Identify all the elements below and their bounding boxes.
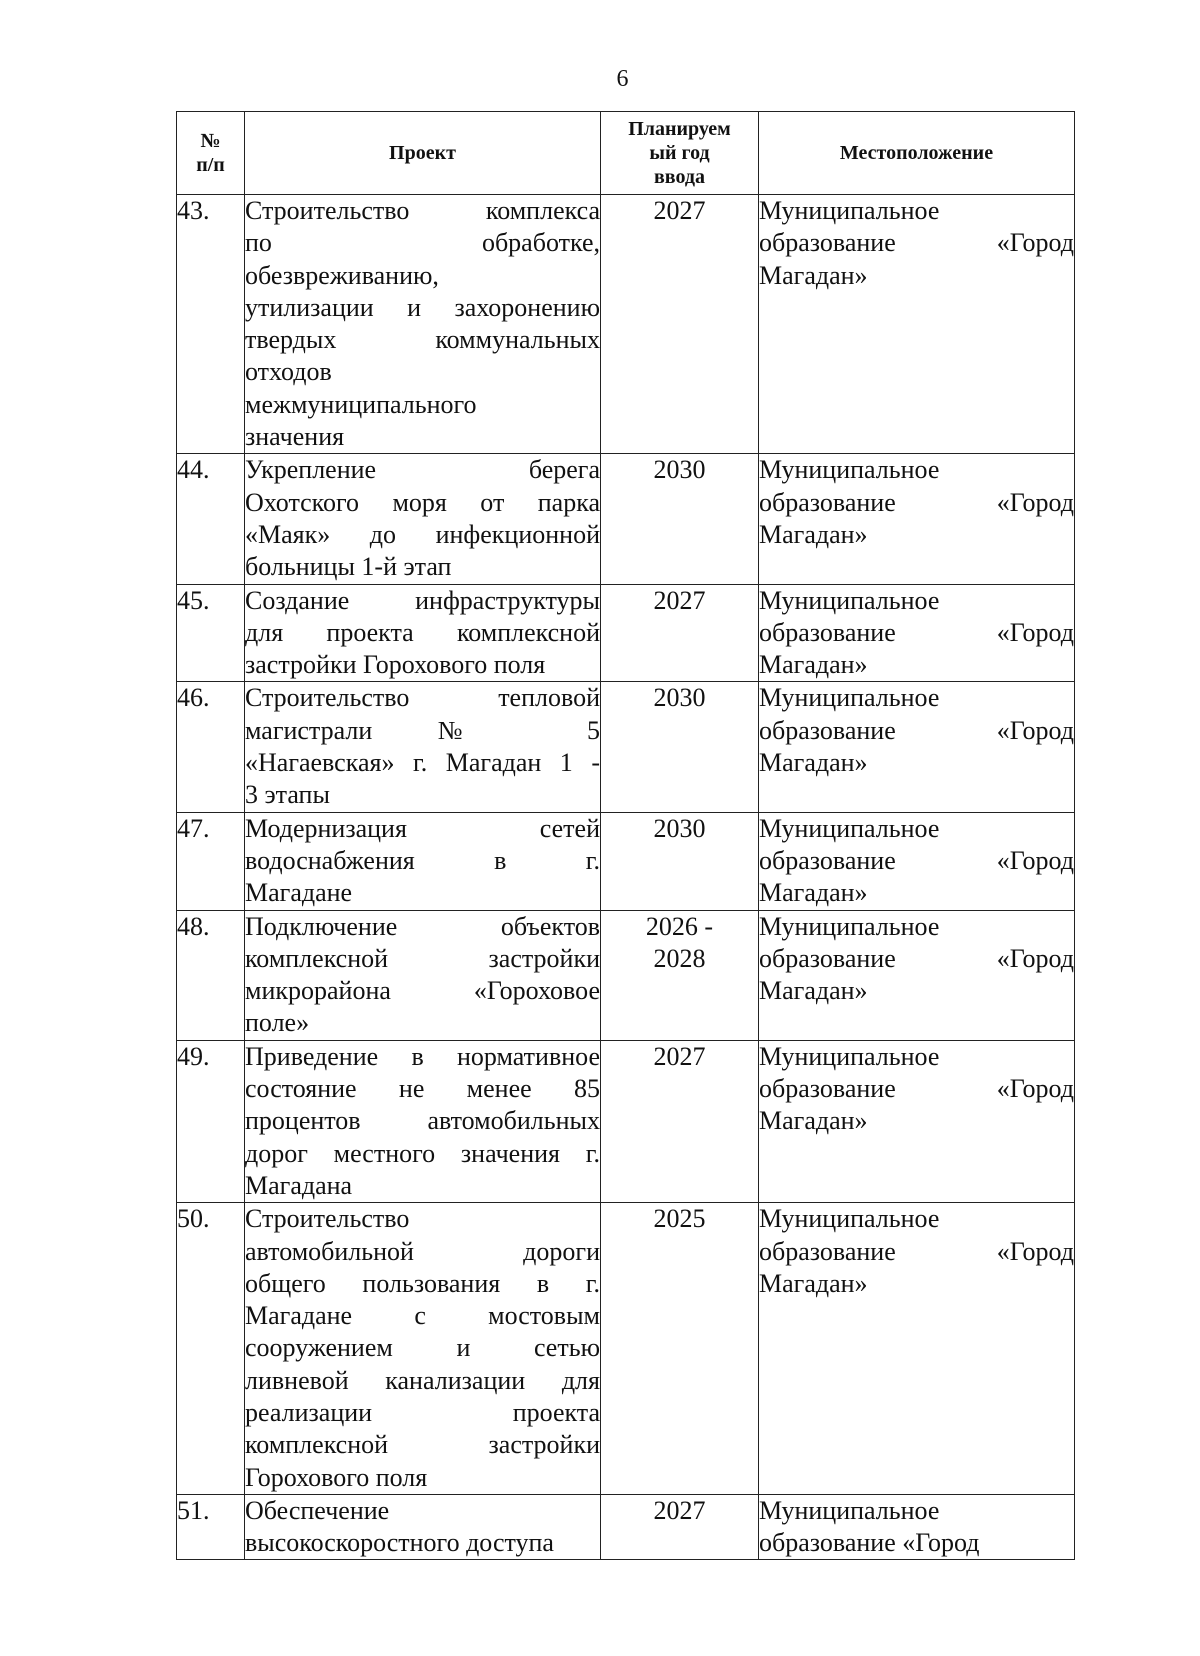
project-text-line: Горохового поля xyxy=(245,1462,428,1492)
year-text-line: 2030 xyxy=(653,683,706,713)
row-number: 47. xyxy=(177,812,245,910)
project-text-line: комплексной застройки xyxy=(245,943,600,973)
year-text-line: 2028 xyxy=(653,943,706,973)
location-text-line: Муниципальное xyxy=(759,1204,940,1234)
header-number-line: № xyxy=(200,130,221,152)
header-year xyxy=(601,112,759,195)
location-cell xyxy=(759,682,1075,812)
project-text-line: Строительство комплекса xyxy=(245,196,600,225)
project-text-line: 3 этапы xyxy=(245,780,330,810)
row-number: 49. xyxy=(177,1040,245,1202)
row-number: 48. xyxy=(177,910,245,1040)
location-text-line: Муниципальное xyxy=(759,196,940,225)
project-cell xyxy=(245,910,601,1040)
project-cell xyxy=(245,1494,601,1560)
header-year-line: ввода xyxy=(653,166,705,188)
project-text-line: магистрали № 5 xyxy=(245,715,600,745)
header-number-line: п/п xyxy=(196,154,225,176)
row-number: 46. xyxy=(177,682,245,812)
header-location: Местоположение xyxy=(759,112,1075,195)
project-text-line: Охотского моря от парка xyxy=(245,487,600,517)
year-text-line: 2027 xyxy=(653,1041,706,1071)
year-text-line: 2025 xyxy=(653,1204,706,1234)
table-row xyxy=(177,454,1075,584)
location-text-line: Магадан» xyxy=(759,260,868,290)
location-text-line: Муниципальное xyxy=(759,813,940,843)
table-header-row xyxy=(177,112,1075,195)
table-row xyxy=(177,1203,1075,1495)
row-number: 50. xyxy=(177,1203,245,1495)
project-text-line: «Нагаевская» г. Магадан 1 - xyxy=(245,748,600,778)
project-text-line: Создание инфраструктуры xyxy=(245,585,600,615)
year-cell xyxy=(601,1494,759,1560)
location-text-line: Магадан» xyxy=(759,1106,868,1136)
year-cell xyxy=(601,1203,759,1495)
project-cell xyxy=(245,195,601,454)
location-text-line: Муниципальное xyxy=(759,455,940,485)
location-text-line: образование «Город xyxy=(759,228,1074,258)
project-text-line: Строительство xyxy=(245,1204,410,1234)
location-text-line: образование «Город xyxy=(759,943,1074,973)
year-text-line: 2030 xyxy=(653,813,706,843)
project-text-line: межмуниципального xyxy=(245,389,477,419)
project-text-line: твердых коммунальных xyxy=(245,325,600,355)
project-text-line: Магадане xyxy=(245,878,353,908)
project-text-line: Магадане с мостовым xyxy=(245,1301,600,1331)
year-text-line: 2030 xyxy=(653,455,706,485)
project-cell xyxy=(245,682,601,812)
project-text-line: Укрепление берега xyxy=(245,455,600,485)
project-text-line: отходов xyxy=(245,357,332,387)
projects-table xyxy=(176,111,1075,1560)
location-text-line: Муниципальное xyxy=(759,683,940,713)
location-cell xyxy=(759,454,1075,584)
project-cell xyxy=(245,1203,601,1495)
project-text-line: процентов автомобильных xyxy=(245,1106,600,1136)
project-text-line: ливневой канализации для xyxy=(245,1365,600,1395)
project-text-line: реализации проекта xyxy=(245,1397,600,1427)
row-number: 45. xyxy=(177,584,245,682)
year-cell xyxy=(601,1040,759,1202)
project-cell xyxy=(245,1040,601,1202)
project-text-line: обезвреживанию, xyxy=(245,260,439,290)
location-text-line: образование «Город xyxy=(759,845,1074,875)
location-cell xyxy=(759,195,1075,454)
location-text-line: Магадан» xyxy=(759,650,868,680)
year-cell xyxy=(601,195,759,454)
project-text-line: дорог местного значения г. xyxy=(245,1138,600,1168)
location-text-line: Муниципальное xyxy=(759,1495,940,1525)
table-row xyxy=(177,195,1075,454)
project-text-line: состояние не менее 85 xyxy=(245,1074,600,1104)
row-number: 44. xyxy=(177,454,245,584)
table-row xyxy=(177,682,1075,812)
year-cell xyxy=(601,584,759,682)
location-text-line: образование «Город xyxy=(759,715,1074,745)
location-cell xyxy=(759,584,1075,682)
year-text-line: 2027 xyxy=(653,1495,706,1525)
location-text-line: образование «Город xyxy=(759,1528,980,1558)
project-cell xyxy=(245,584,601,682)
table-row xyxy=(177,910,1075,1040)
year-text-line: 2027 xyxy=(653,196,706,225)
location-text-line: Магадан» xyxy=(759,519,868,549)
project-text-line: общего пользования в г. xyxy=(245,1268,600,1298)
project-text-line: для проекта комплексной xyxy=(245,617,600,647)
project-text-line: больницы 1-й этап xyxy=(245,552,452,582)
location-text-line: образование «Город xyxy=(759,617,1074,647)
location-text-line: Магадан» xyxy=(759,1268,868,1298)
project-cell xyxy=(245,454,601,584)
year-cell xyxy=(601,454,759,584)
year-cell xyxy=(601,682,759,812)
table-row xyxy=(177,812,1075,910)
location-text-line: образование «Город xyxy=(759,1236,1074,1266)
project-text-line: Строительство тепловой xyxy=(245,683,600,713)
header-year-line: Планируем xyxy=(628,118,731,140)
location-cell xyxy=(759,812,1075,910)
project-text-line: поле» xyxy=(245,1008,310,1038)
project-text-line: значения xyxy=(245,422,345,452)
project-cell xyxy=(245,812,601,910)
project-text-line: Приведение в нормативное xyxy=(245,1041,600,1071)
header-number xyxy=(177,112,245,195)
location-text-line: Муниципальное xyxy=(759,585,940,615)
project-text-line: сооружением и сетью xyxy=(245,1333,600,1363)
location-cell xyxy=(759,910,1075,1040)
project-text-line: комплексной застройки xyxy=(245,1430,600,1460)
year-cell xyxy=(601,910,759,1040)
location-text-line: Магадан» xyxy=(759,748,868,778)
table-body xyxy=(177,195,1075,1560)
location-text-line: Муниципальное xyxy=(759,911,940,941)
row-number: 51. xyxy=(177,1494,245,1560)
project-text-line: автомобильной дороги xyxy=(245,1236,600,1266)
project-text-line: микрорайона «Гороховое xyxy=(245,976,600,1006)
year-cell xyxy=(601,812,759,910)
project-text-line: водоснабжения в г. xyxy=(245,845,600,875)
location-cell xyxy=(759,1494,1075,1560)
year-text-line: 2027 xyxy=(653,585,706,615)
project-text-line: по обработке, xyxy=(245,228,600,258)
location-text-line: Магадан» xyxy=(759,976,868,1006)
project-text-line: Обеспечение xyxy=(245,1495,390,1525)
row-number: 43. xyxy=(177,195,245,454)
location-cell xyxy=(759,1203,1075,1495)
project-text-line: застройки Горохового поля xyxy=(245,650,546,680)
project-text-line: «Маяк» до инфекционной xyxy=(245,519,600,549)
table-row xyxy=(177,1040,1075,1202)
project-text-line: Подключение объектов xyxy=(245,911,600,941)
table-row xyxy=(177,1494,1075,1560)
header-project: Проект xyxy=(245,112,601,195)
location-text-line: Муниципальное xyxy=(759,1041,940,1071)
location-cell xyxy=(759,1040,1075,1202)
project-text-line: Магадана xyxy=(245,1170,353,1200)
year-text-line: 2026 - xyxy=(645,911,714,941)
page-number: 6 xyxy=(616,66,629,92)
project-text-line: Модернизация сетей xyxy=(245,813,600,843)
location-text-line: образование «Город xyxy=(759,487,1074,517)
header-year-line: ый год xyxy=(649,142,710,164)
location-text-line: Магадан» xyxy=(759,878,868,908)
project-text-line: утилизации и захоронению xyxy=(245,292,600,322)
project-text-line: высокоскоростного доступа xyxy=(245,1528,554,1558)
table-row xyxy=(177,584,1075,682)
location-text-line: образование «Город xyxy=(759,1074,1074,1104)
